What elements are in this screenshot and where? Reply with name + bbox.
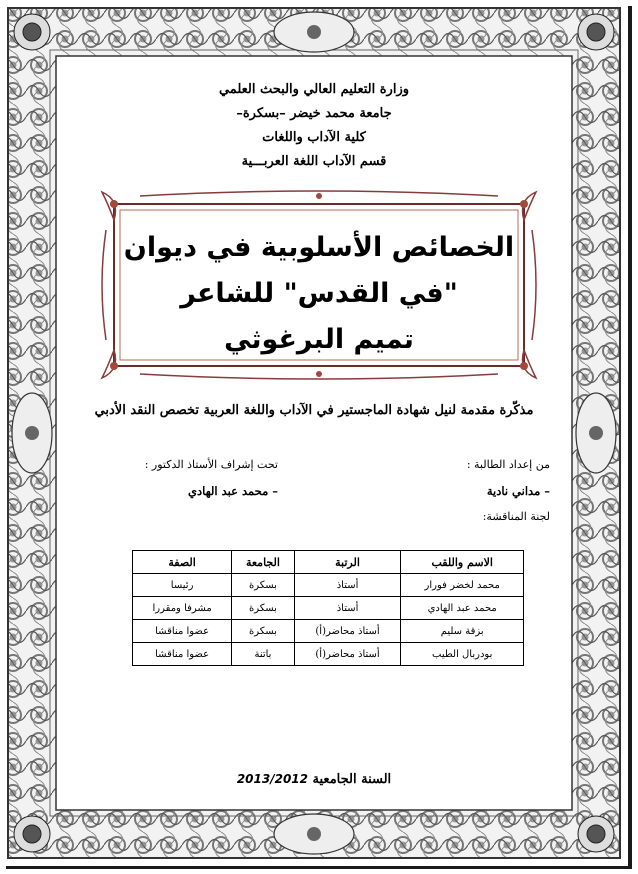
cell-university: بسكرة [232, 620, 295, 643]
cell-university: بسكرة [232, 574, 295, 597]
title-line-2: "في القدس" للشاعر [180, 278, 458, 309]
table-row [133, 574, 524, 597]
header-university: الجامعة [232, 551, 295, 574]
committee-label: لجنة المناقشة: [482, 510, 550, 523]
table-row [133, 643, 524, 666]
student-name: – مداني نادية [486, 484, 550, 498]
cell-name: محمد عبد الهادي [401, 597, 524, 620]
academic-year-label: السنة الجامعية [312, 772, 392, 787]
header-rank: الرتبة [294, 551, 401, 574]
thesis-subtitle: مذكّرة مقدمة لنيل شهادة الماجستير في الآداب واللغة العربية تخصص النقد الأدبي [94, 403, 534, 418]
supervision-label: تحت إشراف الأستاذ الدكتور : [144, 458, 278, 471]
page-shadow-bottom [6, 866, 632, 869]
page-shadow-right [628, 6, 632, 868]
cell-name: بودربال الطيب [401, 643, 524, 666]
cell-rank: أستاذ محاضر(أ) [294, 620, 401, 643]
cell-name: محمد لخضر فورار [401, 574, 524, 597]
table-header-row [133, 551, 524, 574]
cell-rank: أستاذ [294, 597, 401, 620]
page-content [60, 60, 568, 820]
cell-rank: أستاذ [294, 574, 401, 597]
institution-header [60, 78, 568, 174]
table-row [133, 620, 524, 643]
cell-university: بسكرة [232, 597, 295, 620]
committee-table [132, 550, 524, 666]
academic-year-value: 2013/2012 [236, 772, 308, 786]
cell-name: بزقة سليم [401, 620, 524, 643]
department-name: قسم الآداب اللغة العربـــية [241, 154, 387, 169]
header-role: الصفة [133, 551, 232, 574]
university-name: جامعة محمد خيضر –بسكرة– [236, 106, 392, 121]
cell-university: باتنة [232, 643, 295, 666]
ministry-name: وزارة التعليم العالي والبحث العلمي [218, 82, 410, 97]
prepared-by-label: من إعداد الطالبة : [466, 458, 550, 471]
cell-role: عضوا مناقشا [133, 643, 232, 666]
title-line-1: الخصائص الأسلوبية في ديوان [123, 232, 515, 263]
table-row [133, 597, 524, 620]
cell-role: عضوا مناقشا [133, 620, 232, 643]
academic-year [60, 772, 568, 787]
faculty-name: كلية الآداب واللغات [262, 130, 366, 145]
supervisor-name: – محمد عبد الهادي [187, 484, 278, 498]
thesis-title [100, 225, 538, 363]
cell-rank: أستاذ محاضر(أ) [294, 643, 401, 666]
header-name: الاسم واللقب [401, 551, 524, 574]
title-line-3: تميم البرغوثي [224, 324, 414, 355]
cell-role: مشرفا ومقررا [133, 597, 232, 620]
cell-role: رئيسا [133, 574, 232, 597]
